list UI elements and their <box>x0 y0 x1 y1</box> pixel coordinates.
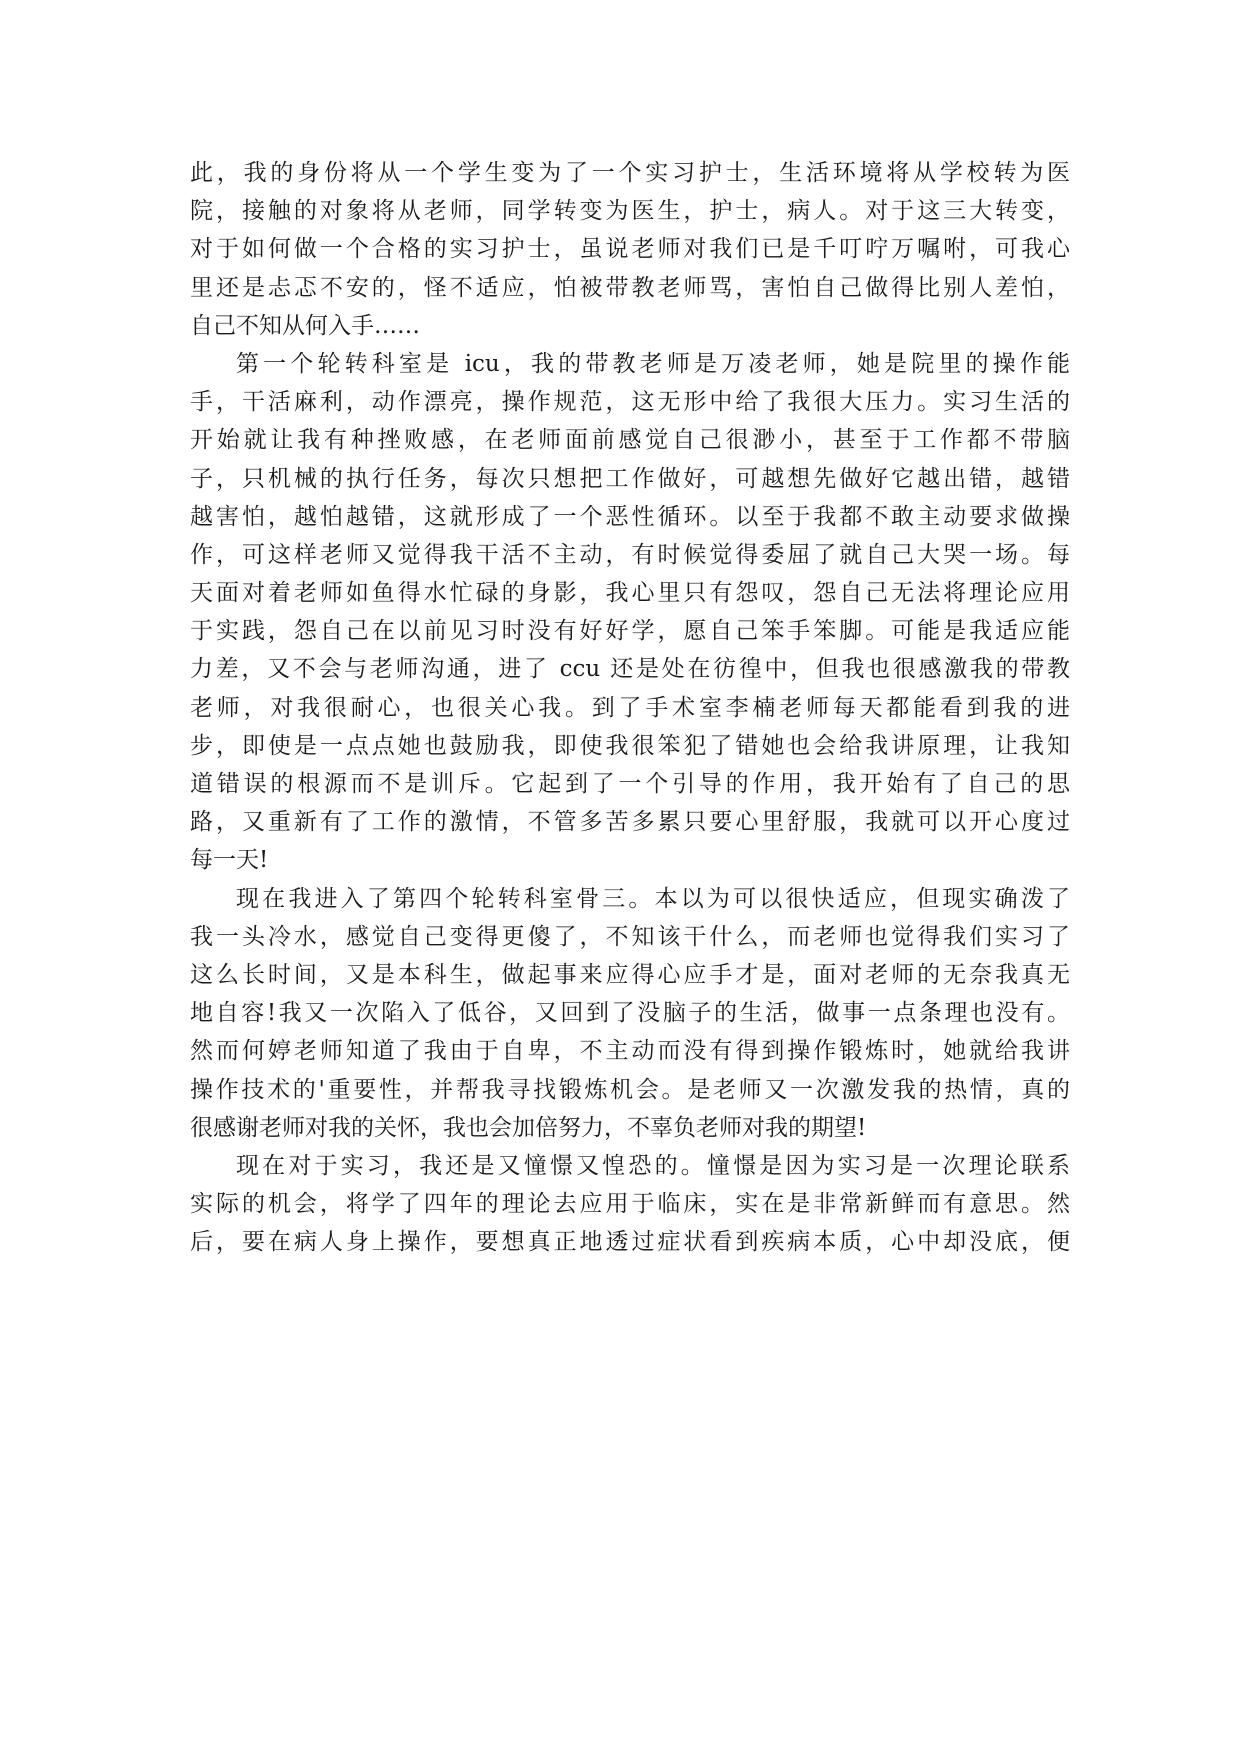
paragraph-first-line: 现在我进入了第四个轮转科室骨三。本以为可以很快适应，但现实确泼了 <box>236 885 1070 912</box>
text-line: 实际的机会，将学了四年的理论去应用于临床，实在是非常新鲜而有意思。然 <box>190 1191 1070 1218</box>
text-line: 开始就让我有种挫败感，在老师面前感觉自己很渺小，甚至于工作都不带脑 <box>190 427 1070 454</box>
text-line: 然而何婷老师知道了我由于自卑，不主动而没有得到操作锻炼时，她就给我讲 <box>190 1038 1070 1065</box>
text-line: 操作技术的'重要性，并帮我寻找锻炼机会。是老师又一次激发我的热情，真的 <box>190 1076 1070 1103</box>
text-line: 院，接触的对象将从老师，同学转变为医生，护士，病人。对于这三大转变， <box>190 198 1070 225</box>
text-line: 子，只机械的执行任务，每次只想把工作做好，可越想先做好它越出错，越错 <box>190 465 1070 492</box>
text-line: 于实践，怨自己在以前见习时没有好好学，愿自己笨手笨脚。可能是我适应能 <box>190 618 1070 645</box>
text-line: 这么长时间，又是本科生，做起事来应得心应手才是，面对老师的无奈我真无 <box>190 961 1070 988</box>
paragraph-first-line: 第一个轮转科室是 icu，我的带教老师是万凌老师，她是院里的操作能 <box>236 350 1070 377</box>
text-line: 作，可这样老师又觉得我干活不主动，有时候觉得委屈了就自己大哭一场。每 <box>190 541 1070 568</box>
paragraph-first-line: 现在对于实习，我还是又憧憬又惶恐的。憧憬是因为实习是一次理论联系 <box>236 1152 1070 1179</box>
text-line: 道错误的根源而不是训斥。它起到了一个引导的作用，我开始有了自己的思 <box>190 771 1070 797</box>
text-line: 路，又重新有了工作的激情，不管多苦多累只要心里舒服，我就可以开心度过 <box>190 809 1070 836</box>
text-line: 老师，对我很耐心，也很关心我。到了手术室李楠老师每天都能看到我的进 <box>190 694 1070 721</box>
text-line: 地自容!我又一次陷入了低谷，又回到了没脑子的生活，做事一点条理也没有。 <box>190 1000 1070 1027</box>
text-line: 步，即使是一点点她也鼓励我，即使我很笨犯了错她也会给我讲原理，让我知 <box>190 732 1070 759</box>
text-line: 手，干活麻利，动作漂亮，操作规范，这无形中给了我很大压力。实习生活的 <box>190 389 1070 416</box>
text-line: 后，要在病人身上操作，要想真正地透过症状看到疾病本质，心中却没底，便 <box>190 1229 1070 1256</box>
text-line: 我一头冷水，感觉自己变得更傻了，不知该干什么，而老师也觉得我们实习了 <box>190 923 1070 950</box>
text-line: 很感谢老师对我的关怀，我也会加倍努力，不辜负老师对我的期望! <box>190 1114 867 1141</box>
document-body <box>190 154 1070 1261</box>
text-line: 里还是忐忑不安的，怪不适应，怕被带教老师骂，害怕自己做得比别人差怕， <box>190 274 1070 301</box>
text-line: 此，我的身份将从一个学生变为了一个实习护士，生活环境将从学校转为医 <box>190 160 1070 186</box>
text-line: 力差，又不会与老师沟通，进了 ccu 还是处在彷徨中，但我也很感激我的带教 <box>190 656 1070 683</box>
text-line: 自己不知从何入手…… <box>190 312 420 339</box>
text-line: 对于如何做一个合格的实习护士，虽说老师对我们已是千叮咛万嘱咐，可我心 <box>190 236 1070 263</box>
text-line: 越害怕，越怕越错，这就形成了一个恶性循环。以至于我都不敢主动要求做操 <box>190 503 1070 530</box>
text-line: 每一天! <box>190 847 269 874</box>
text-line: 天面对着老师如鱼得水忙碌的身影，我心里只有怨叹，怨自己无法将理论应用 <box>190 580 1070 607</box>
